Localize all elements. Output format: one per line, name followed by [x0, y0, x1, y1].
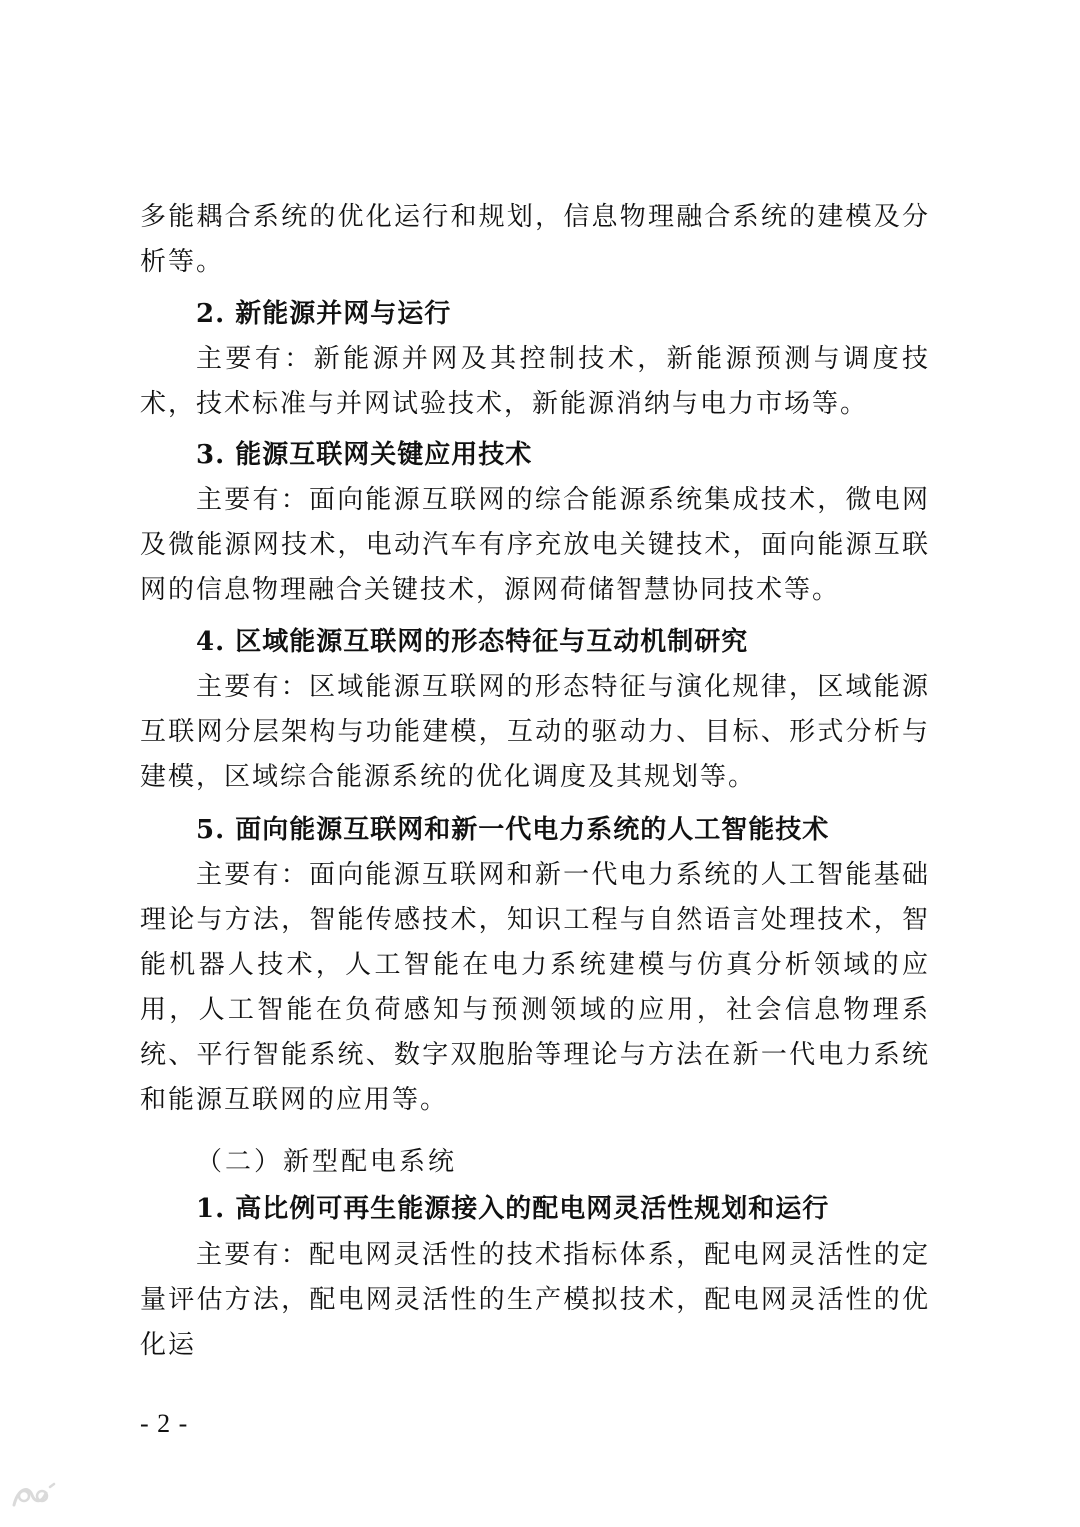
watermark [10, 1478, 56, 1514]
heading-ai-technology: 5. 面向能源互联网和新一代电力系统的人工智能技术 [196, 815, 830, 845]
paragraph-regional-energy-internet: 主要有：区域能源互联网的形态特征与演化规律，区域能源互联网分层架构与功能建模，互动的驱动力、目标、形式分析与建模，区域综合能源系统的优化调度及其规划等。 [140, 672, 930, 792]
paragraph-ai-technology: 主要有：面向能源互联网和新一代电力系统的人工智能基础理论与方法，智能传感技术，知识工程与自然语言处理技术，智能机器人技术，人工智能在电力系统建模与仿真分析领域的应用，人工智能在负荷感知与预测领域的应用，社会信息物理系统、平行智能系统、数字双胞胎等理论与方法在新一代电力系统和能源互联网的应用等。 [140, 860, 930, 1115]
heading-renewable-grid: 2. 新能源并网与运行 [196, 299, 452, 329]
paragraph-energy-internet-tech: 主要有：面向能源互联网的综合能源系统集成技术，微电网及微能源网技术，电动汽车有序充放电关键技术，面向能源互联网的信息物理融合关键技术，源网荷储智慧协同技术等。 [140, 485, 930, 605]
paragraph-continuation: 多能耦合系统的优化运行和规划，信息物理融合系统的建模及分析等。 [140, 202, 930, 277]
logo-icon [10, 1481, 56, 1511]
section-title-distribution: （二）新型配电系统 [196, 1147, 458, 1177]
heading-energy-internet-tech: 3. 能源互联网关键应用技术 [196, 440, 533, 470]
paragraph-distribution-flexibility: 主要有：配电网灵活性的技术指标体系，配电网灵活性的定量评估方法，配电网灵活性的生产模拟技术，配电网灵活性的优化运 [140, 1240, 930, 1360]
heading-regional-energy-internet: 4. 区域能源互联网的形态特征与互动机制研究 [196, 627, 749, 657]
page-number: - 2 - [140, 1409, 189, 1438]
paragraph-renewable-grid: 主要有：新能源并网及其控制技术，新能源预测与调度技术，技术标准与并网试验技术，新能源消纳与电力市场等。 [140, 344, 930, 419]
heading-distribution-flexibility: 1. 高比例可再生能源接入的配电网灵活性规划和运行 [196, 1194, 830, 1224]
